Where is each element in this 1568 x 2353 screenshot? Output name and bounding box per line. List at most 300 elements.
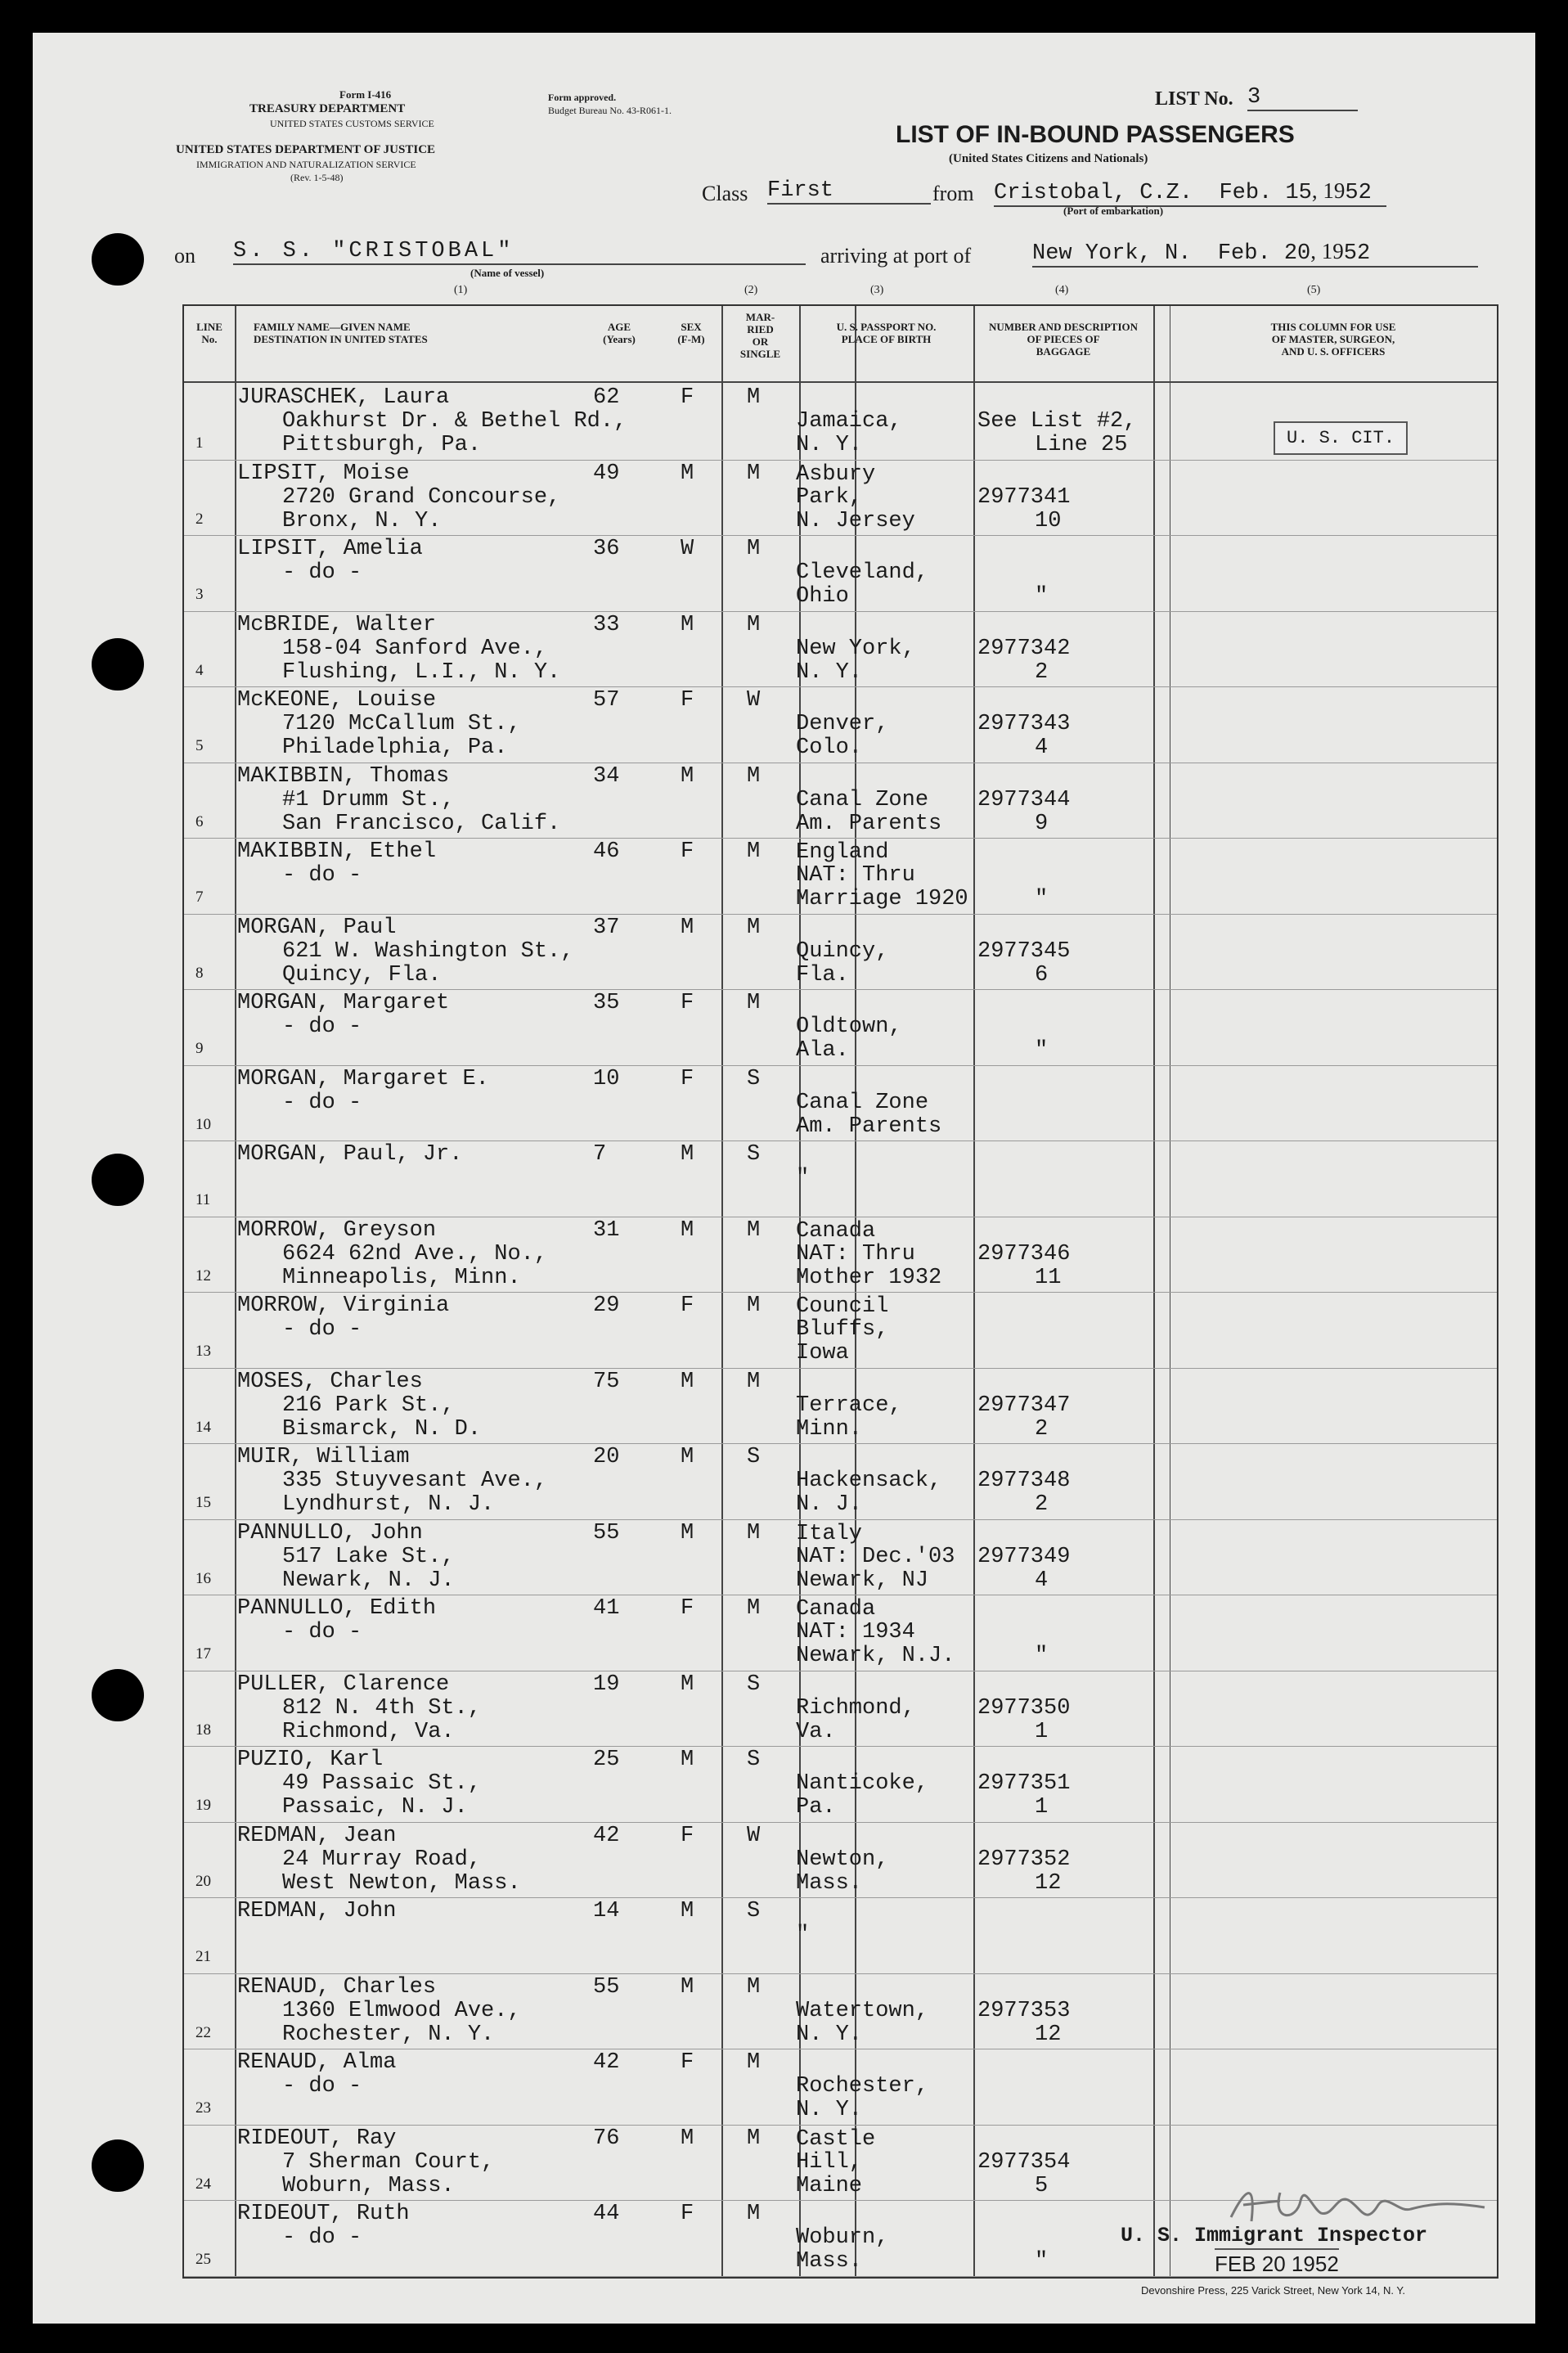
baggage-number: " <box>1035 887 1049 911</box>
birth-place-1: Italy <box>796 1521 863 1546</box>
marital-status: M <box>747 915 761 940</box>
sex: F <box>681 2050 694 2075</box>
address-line-1: 7120 McCallum St., <box>282 712 521 736</box>
baggage-number: 2977343 <box>977 712 1071 736</box>
sex: M <box>681 763 694 789</box>
sex: M <box>681 1974 694 2000</box>
age: 49 <box>593 461 620 486</box>
passenger-name: LIPSIT, Moise <box>237 461 410 486</box>
address-line-2: Flushing, L.I., N. Y. <box>282 659 561 685</box>
birth-place-1: Asbury <box>796 461 876 487</box>
baggage-pieces: 1 <box>1035 1719 1049 1744</box>
baggage-number: " <box>1035 1038 1049 1063</box>
sex: M <box>681 1369 694 1394</box>
passenger-name: MUIR, William <box>237 1445 410 1469</box>
birth-place-2: N. Y. <box>796 433 863 457</box>
col-sex: SEX (F-M) <box>677 321 705 345</box>
line-number: 10 <box>195 1115 211 1133</box>
address-line-2: Bronx, N. Y. <box>282 508 442 533</box>
line-number: 20 <box>195 1872 211 1890</box>
birth-place-1: Jamaica, <box>796 409 902 434</box>
baggage-number: " <box>1035 584 1049 609</box>
inspector-date: FEB 20 1952 <box>1215 2248 1339 2277</box>
birth-place-1: Canada <box>796 1597 876 1622</box>
age: 7 <box>593 1142 607 1167</box>
marital-status: M <box>747 763 761 789</box>
passenger-name: PANNULLO, John <box>237 1520 423 1545</box>
line-number: 4 <box>195 661 204 679</box>
birth-place-3: Iowa <box>796 1341 849 1365</box>
birth-place-1: " <box>796 1923 810 1947</box>
binder-hole <box>92 638 144 691</box>
address-line-1: 335 Stuyvesant Ave., <box>282 1469 548 1493</box>
line-number: 22 <box>195 2023 211 2041</box>
binder-hole <box>92 1669 144 1721</box>
baggage-number: 2977349 <box>977 1544 1071 1569</box>
passenger-name: JURASCHEK, Laura <box>237 385 450 410</box>
birth-place-1: New York, <box>796 636 915 661</box>
inspector-signature <box>1223 2176 1493 2234</box>
marital-status: M <box>747 1217 761 1243</box>
passenger-name: REDMAN, Jean <box>237 1823 397 1848</box>
citizen-stamp: U. S. CIT. <box>1274 421 1408 455</box>
inspector-label: U. S. Immigrant Inspector <box>1121 2224 1428 2247</box>
marital-status: M <box>747 2126 761 2151</box>
baggage-number: " <box>1035 2249 1049 2274</box>
marital-status: W <box>747 1823 761 1848</box>
sex: F <box>681 2202 694 2226</box>
birth-place-2: Fla. <box>796 962 849 988</box>
birth-place-2: N. Y. <box>796 659 863 685</box>
marital-status: M <box>747 991 761 1015</box>
passenger-name: PANNULLO, Edith <box>237 1596 437 1621</box>
marital-status: M <box>747 839 761 864</box>
age: 35 <box>593 991 620 1015</box>
marital-status: M <box>747 612 761 637</box>
address-line-1: - do - <box>282 863 362 888</box>
baggage-pieces: 6 <box>1035 962 1049 988</box>
birth-place-2: Ohio <box>796 584 849 609</box>
line-number: 3 <box>195 586 204 603</box>
marital-status: M <box>747 2050 761 2075</box>
address-line-2: Newark, N. J. <box>282 1568 455 1593</box>
baggage-number: See List #2, <box>977 409 1137 434</box>
birth-place-2: Mass. <box>796 2249 863 2274</box>
birth-place-1: Nanticoke, <box>796 1771 929 1796</box>
passenger-name: PUZIO, Karl <box>237 1748 384 1772</box>
address-line-2: West Newton, Mass. <box>282 1870 521 1896</box>
line-number: 15 <box>195 1494 211 1511</box>
baggage-pieces: 4 <box>1035 736 1049 760</box>
address-line-1: 216 Park St., <box>282 1392 455 1418</box>
baggage-number: " <box>1035 1644 1049 1668</box>
marital-status: M <box>747 2202 761 2226</box>
line-number: 14 <box>195 1418 211 1436</box>
arriving-label: arriving at port of <box>820 244 972 268</box>
birth-place-1: Rochester, <box>796 2074 929 2099</box>
sex: F <box>681 1823 694 1848</box>
passenger-name: MORROW, Virginia <box>237 1293 450 1318</box>
passenger-name: RENAUD, Alma <box>237 2050 397 2075</box>
arrival-year: 52 <box>1343 241 1371 266</box>
birth-place-3: Mother 1932 <box>796 1265 942 1290</box>
marital-status: S <box>747 1066 761 1091</box>
address-line-1: 621 W. Washington St., <box>282 938 574 964</box>
justice-dept: UNITED STATES DEPARTMENT OF JUSTICE <box>176 143 436 156</box>
form-number: Form I-416 <box>339 88 392 101</box>
age: 29 <box>593 1293 620 1318</box>
address-line-1: 24 Murray Road, <box>282 1847 482 1872</box>
marital-status: M <box>747 537 761 561</box>
sex: F <box>681 1066 694 1091</box>
col-number-2: (2) <box>744 284 758 296</box>
col-baggage: NUMBER AND DESCRIPTION OF PIECES OF BAGGAGE <box>988 321 1139 358</box>
baggage-number: 2977345 <box>977 938 1071 964</box>
address-line-2: Pittsburgh, Pa. <box>282 433 482 457</box>
sex: F <box>681 385 694 410</box>
address-line-2: Rochester, N. Y. <box>282 2022 495 2047</box>
age: 41 <box>593 1596 620 1621</box>
birth-place-2: Va. <box>796 1719 836 1744</box>
birth-place-1: Oldtown, <box>796 1015 902 1039</box>
marital-status: M <box>747 385 761 410</box>
address-line-1: - do - <box>282 1015 362 1039</box>
list-label: LIST No. <box>1155 88 1233 110</box>
marital-status: S <box>747 1899 761 1923</box>
age: 31 <box>593 1217 620 1243</box>
sex: F <box>681 991 694 1015</box>
passenger-name: MORGAN, Paul <box>237 915 397 940</box>
line-number: 12 <box>195 1266 211 1284</box>
arrival-year-prefix: , 19 <box>1310 239 1344 263</box>
birth-place-2: NAT: Thru <box>796 1241 915 1266</box>
sex: F <box>681 1293 694 1318</box>
passenger-name: LIPSIT, Amelia <box>237 537 423 561</box>
address-line-1: - do - <box>282 560 362 585</box>
birth-place-2: N. Y. <box>796 2098 863 2122</box>
baggage-number: 2977341 <box>977 484 1071 510</box>
birth-place-2: Minn. <box>796 1416 863 1442</box>
revision: (Rev. 1-5-48) <box>290 172 344 183</box>
baggage-pieces: 4 <box>1035 1568 1049 1593</box>
line-number: 7 <box>195 889 204 906</box>
baggage-number: 2977342 <box>977 636 1071 661</box>
birth-place-2: Park, <box>796 484 863 510</box>
birth-place-2: Am. Parents <box>796 811 942 836</box>
birth-place-1: Cleveland, <box>796 560 929 585</box>
address-line-1: 158-04 Sanford Ave., <box>282 636 548 661</box>
sex: M <box>681 461 694 486</box>
baggage-pieces: 1 <box>1035 1795 1049 1820</box>
line-number: 25 <box>195 2251 211 2268</box>
birth-place-3: Marriage 1920 <box>796 887 968 911</box>
sex: M <box>681 612 694 637</box>
birth-place-2: Hill, <box>796 2149 863 2175</box>
vessel-note: (Name of vessel) <box>470 267 545 279</box>
baggage-pieces: Line 25 <box>1035 433 1128 457</box>
binder-hole <box>92 1154 144 1206</box>
birth-place-1: Castle <box>796 2126 876 2152</box>
line-number: 2 <box>195 510 204 528</box>
line-number: 5 <box>195 737 204 754</box>
sex: M <box>681 915 694 940</box>
marital-status: M <box>747 1974 761 2000</box>
birth-place-1: Newton, <box>796 1847 889 1872</box>
sex: F <box>681 1596 694 1621</box>
line-number: 13 <box>195 1343 211 1360</box>
immigration-service: IMMIGRATION AND NATURALIZATION SERVICE <box>196 159 416 170</box>
sex: M <box>681 1142 694 1167</box>
passenger-name: MAKIBBIN, Ethel <box>237 839 437 864</box>
birth-place-3: Newark, NJ <box>796 1568 929 1593</box>
arrival-port <box>1032 239 1478 268</box>
from-port-value: Cristobal, C.Z. <box>994 181 1193 205</box>
baggage-number: 2977351 <box>977 1771 1071 1796</box>
baggage-pieces: 12 <box>1035 2022 1062 2047</box>
birth-place-1: Richmond, <box>796 1695 915 1721</box>
line-number: 1 <box>195 434 204 452</box>
age: 55 <box>593 1520 620 1545</box>
embark-note: (Port of embarkation) <box>1063 205 1164 217</box>
baggage-number: 2977350 <box>977 1695 1071 1721</box>
list-number: 3 <box>1247 85 1358 111</box>
address-line-2: Richmond, Va. <box>282 1719 455 1744</box>
birth-place-1: " <box>796 1166 810 1190</box>
address-line-2: Quincy, Fla. <box>282 962 442 988</box>
binder-hole <box>92 2139 144 2192</box>
baggage-pieces: 12 <box>1035 1870 1062 1896</box>
birth-place-3: Maine <box>796 2173 863 2198</box>
line-number: 6 <box>195 812 204 830</box>
line-number: 24 <box>195 2175 211 2193</box>
sex: F <box>681 688 694 713</box>
birth-place-2: NAT: Dec.'03 <box>796 1544 955 1569</box>
birth-place-3: N. Jersey <box>796 508 915 533</box>
age: 42 <box>593 1823 620 1848</box>
col-number-3: (3) <box>870 284 884 296</box>
baggage-number: 2977347 <box>977 1392 1071 1418</box>
col-age: AGE (Years) <box>603 321 636 345</box>
col-number-1: (1) <box>454 284 468 296</box>
age: 25 <box>593 1748 620 1772</box>
passenger-name: MORROW, Greyson <box>237 1217 437 1243</box>
birth-place-2: Am. Parents <box>796 1114 942 1139</box>
birth-place-2: N. J. <box>796 1492 863 1517</box>
birth-place-1: Denver, <box>796 712 889 736</box>
passenger-name: RIDEOUT, Ruth <box>237 2202 410 2226</box>
baggage-pieces: 9 <box>1035 811 1049 836</box>
baggage-pieces: 2 <box>1035 1492 1049 1517</box>
sex: M <box>681 1671 694 1697</box>
class-value: First <box>767 178 931 205</box>
passenger-name: McBRIDE, Walter <box>237 612 437 637</box>
line-number: 19 <box>195 1797 211 1814</box>
baggage-number: 2977346 <box>977 1241 1071 1266</box>
address-line-1: #1 Drumm St., <box>282 787 455 812</box>
address-line-1: 812 N. 4th St., <box>282 1695 482 1721</box>
address-line-2: Lyndhurst, N. J. <box>282 1492 495 1517</box>
sex: M <box>681 1520 694 1545</box>
birth-place-2: Bluffs, <box>796 1317 889 1342</box>
address-line-1: - do - <box>282 2074 362 2099</box>
age: 19 <box>593 1671 620 1697</box>
birth-place-3: Newark, N.J. <box>796 1644 955 1668</box>
line-number: 23 <box>195 2099 211 2117</box>
baggage-pieces: 5 <box>1035 2173 1049 2198</box>
birth-place-1: Canal Zone <box>796 1090 929 1115</box>
sex: M <box>681 1445 694 1469</box>
on-label: on <box>174 244 195 268</box>
from-year-prefix: , 19 <box>1311 178 1346 203</box>
passenger-name: MAKIBBIN, Thomas <box>237 763 450 789</box>
sex: M <box>681 1217 694 1243</box>
col-number-4: (4) <box>1055 284 1069 296</box>
class-label: Class <box>702 182 748 205</box>
passenger-name: MORGAN, Paul, Jr. <box>237 1142 463 1167</box>
sex: M <box>681 2126 694 2151</box>
birth-place-1: Watertown, <box>796 1998 929 2023</box>
page-subtitle: (United States Citizens and Nationals) <box>949 152 1148 165</box>
sex: M <box>681 1748 694 1772</box>
sex: W <box>681 537 694 561</box>
marital-status: M <box>747 461 761 486</box>
birth-place-2: Mass. <box>796 1870 863 1896</box>
marital-status: M <box>747 1520 761 1545</box>
arrival-port-value: New York, N. <box>1032 241 1192 266</box>
marital-status: M <box>747 1369 761 1394</box>
birth-place-2: Colo. <box>796 736 863 760</box>
passenger-name: MORGAN, Margaret E. <box>237 1066 489 1091</box>
line-number: 11 <box>195 1191 211 1208</box>
age: 34 <box>593 763 620 789</box>
passenger-name: MOSES, Charles <box>237 1369 423 1394</box>
baggage-pieces: 2 <box>1035 659 1049 685</box>
marital-status: M <box>747 1596 761 1621</box>
address-line-1: 1360 Elmwood Ave., <box>282 1998 521 2023</box>
age: 14 <box>593 1899 620 1923</box>
age: 44 <box>593 2202 620 2226</box>
age: 62 <box>593 385 620 410</box>
age: 75 <box>593 1369 620 1394</box>
address-line-2: San Francisco, Calif. <box>282 811 561 836</box>
baggage-number: 2977348 <box>977 1469 1071 1493</box>
birth-place-1: Quincy, <box>796 938 889 964</box>
passenger-name: RENAUD, Charles <box>237 1974 437 2000</box>
address-line-1: 6624 62nd Ave., No., <box>282 1241 548 1266</box>
marital-status: S <box>747 1445 761 1469</box>
age: 10 <box>593 1066 620 1091</box>
line-number: 18 <box>195 1721 211 1739</box>
from-port <box>994 178 1386 207</box>
birth-place-1: Hackensack, <box>796 1469 942 1493</box>
line-number: 21 <box>195 1948 211 1965</box>
birth-place-2: NAT: Thru <box>796 863 915 888</box>
age: 46 <box>593 839 620 864</box>
line-number: 8 <box>195 964 204 982</box>
age: 36 <box>593 537 620 561</box>
passenger-name: REDMAN, John <box>237 1899 397 1923</box>
col-line: LINE No. <box>196 321 222 345</box>
from-date: Feb. 15 <box>1219 181 1312 205</box>
birth-place-2: N. Y. <box>796 2022 863 2047</box>
address-line-1: 517 Lake St., <box>282 1544 455 1569</box>
col-married: MAR- RIED OR SINGLE <box>739 311 781 360</box>
baggage-number: 2977344 <box>977 787 1071 812</box>
address-line-2: Woburn, Mass. <box>282 2173 455 2198</box>
budget-bureau: Budget Bureau No. 43-R061-1. <box>548 105 672 116</box>
address-line-1: 49 Passaic St., <box>282 1771 482 1796</box>
marital-status: M <box>747 1293 761 1318</box>
marital-status: W <box>747 688 761 713</box>
passenger-name: RIDEOUT, Ray <box>237 2126 397 2151</box>
printer-credit: Devonshire Press, 225 Varick Street, New York 14, N. Y. <box>1141 2284 1405 2297</box>
birth-place-1: Terrace, <box>796 1392 902 1418</box>
address-line-1: - do - <box>282 1317 362 1342</box>
age: 57 <box>593 688 620 713</box>
age: 20 <box>593 1445 620 1469</box>
line-number: 16 <box>195 1569 211 1587</box>
birth-place-1: Woburn, <box>796 2225 889 2250</box>
address-line-1: 2720 Grand Concourse, <box>282 484 561 510</box>
col-name: FAMILY NAME—GIVEN NAME DESTINATION IN UNITED STATES <box>254 321 428 345</box>
birth-place-1: Canal Zone <box>796 787 929 812</box>
address-line-1: 7 Sherman Court, <box>282 2149 495 2175</box>
address-line-1: - do - <box>282 1090 362 1115</box>
marital-status: S <box>747 1748 761 1772</box>
address-line-1: - do - <box>282 1620 362 1644</box>
treasury-dept: TREASURY DEPARTMENT <box>249 102 406 115</box>
line-number: 9 <box>195 1040 204 1057</box>
birth-place-1: Council <box>796 1294 889 1319</box>
birth-place-1: England <box>796 840 889 865</box>
baggage-pieces: 10 <box>1035 508 1062 533</box>
passenger-name: PULLER, Clarence <box>237 1671 450 1697</box>
address-line-1: Oakhurst Dr. & Bethel Rd., <box>282 409 627 434</box>
col-number-5: (5) <box>1307 284 1321 296</box>
address-line-2: Bismarck, N. D. <box>282 1416 482 1442</box>
vessel-name: S. S. "CRISTOBAL" <box>233 239 806 265</box>
arrival-date: Feb. 20 <box>1217 241 1311 266</box>
address-line-2: Philadelphia, Pa. <box>282 736 508 760</box>
sex: F <box>681 839 694 864</box>
birth-place-1: Canada <box>796 1218 876 1244</box>
baggage-pieces: 2 <box>1035 1416 1049 1442</box>
baggage-number: 2977354 <box>977 2149 1071 2175</box>
birth-place-2: NAT: 1934 <box>796 1620 915 1644</box>
age: 76 <box>593 2126 620 2151</box>
from-year: 52 <box>1345 181 1372 205</box>
birth-place-2: Ala. <box>796 1038 849 1063</box>
passenger-name: MORGAN, Margaret <box>237 991 450 1015</box>
passenger-name: McKEONE, Louise <box>237 688 437 713</box>
baggage-number: 2977353 <box>977 1998 1071 2023</box>
age: 55 <box>593 1974 620 2000</box>
baggage-number: 2977352 <box>977 1847 1071 1872</box>
marital-status: S <box>747 1671 761 1697</box>
marital-status: S <box>747 1142 761 1167</box>
address-line-2: Minneapolis, Minn. <box>282 1265 521 1290</box>
binder-hole <box>92 233 144 286</box>
age: 33 <box>593 612 620 637</box>
birth-place-2: Pa. <box>796 1795 836 1820</box>
line-number: 17 <box>195 1645 211 1662</box>
baggage-pieces: 11 <box>1035 1265 1062 1290</box>
age: 37 <box>593 915 620 940</box>
col-officers: THIS COLUMN FOR USE OF MASTER, SURGEON, AND U. S. OFFICERS <box>1270 321 1396 358</box>
sex: M <box>681 1899 694 1923</box>
passenger-table <box>182 304 1498 2279</box>
address-line-1: - do - <box>282 2225 362 2250</box>
